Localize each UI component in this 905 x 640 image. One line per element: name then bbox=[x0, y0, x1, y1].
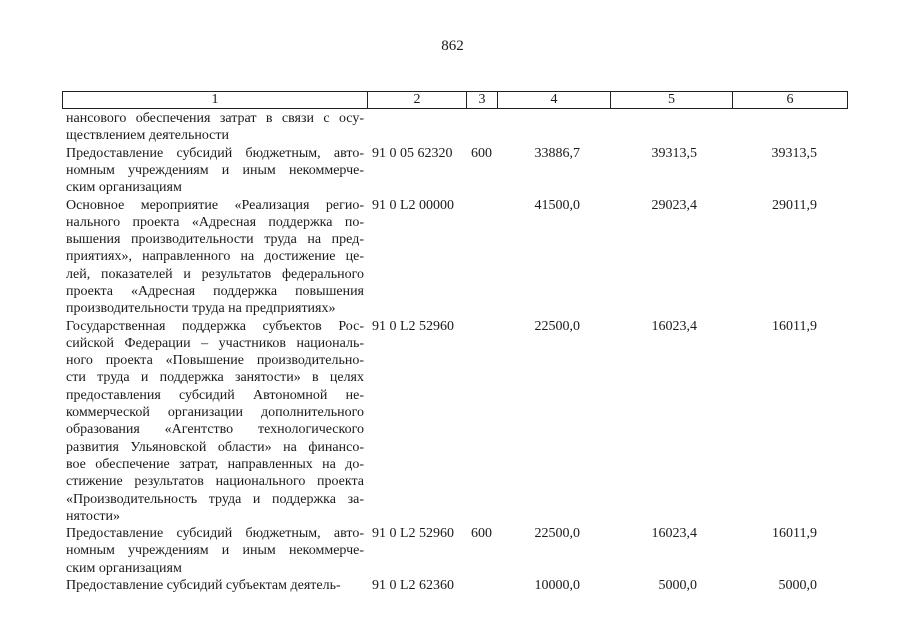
row-code: 91 0 05 62320 bbox=[372, 145, 453, 161]
row-description bbox=[66, 577, 364, 594]
row-value-col4: 10000,0 bbox=[534, 578, 580, 594]
row-code: 91 0 L2 52960 bbox=[372, 526, 455, 542]
row-value-col5: 5000,0 bbox=[658, 578, 697, 594]
column-header-6: 6 bbox=[786, 92, 794, 107]
description-line: приятиях», направленного на достижение це- bbox=[66, 249, 364, 265]
row-value-col4: 41500,0 bbox=[534, 197, 580, 213]
row-value-col6: 16011,9 bbox=[772, 318, 817, 334]
description-line: предоставления субсидий Автономной не- bbox=[66, 387, 364, 403]
description-line: Основное мероприятие «Реализация регио- bbox=[66, 197, 364, 213]
row-code: 91 0 L2 00000 bbox=[372, 197, 455, 213]
row-code: 91 0 L2 62360 bbox=[372, 578, 455, 594]
description-line: развития Ульяновской области» на финансо- bbox=[66, 439, 364, 455]
description-line: «Производительность труда и поддержка за- bbox=[66, 491, 364, 507]
column-header-2: 2 bbox=[368, 92, 467, 108]
description-line: номным учреждениям и иным некоммерче- bbox=[66, 543, 364, 559]
description-line: ским организациям bbox=[66, 180, 182, 196]
row-value-col5: 29023,4 bbox=[651, 197, 697, 213]
column-header-5: 5 bbox=[611, 92, 733, 108]
description-line: проекта «Адресная поддержка повышения bbox=[66, 283, 364, 299]
column-header-3: 3 bbox=[467, 92, 498, 108]
row-value-col5: 39313,5 bbox=[651, 145, 697, 161]
row-description bbox=[66, 318, 364, 526]
description-line: вышения производительности труда на пред- bbox=[66, 232, 364, 248]
row-value-col6: 29011,9 bbox=[772, 197, 817, 213]
description-line: коммерческой организации дополнительного bbox=[66, 405, 364, 421]
row-description bbox=[66, 110, 364, 145]
description-line: номным учреждениям и иным некоммерче- bbox=[66, 162, 364, 178]
description-line: лей, показателей и результатов федерального bbox=[66, 266, 364, 282]
row-value-col5: 16023,4 bbox=[651, 318, 697, 334]
description-line: Предоставление субсидий субъектам деятель- bbox=[66, 578, 341, 594]
description-line: ного проекта «Повышение производительно- bbox=[66, 353, 364, 369]
description-line: Предоставление субсидий бюджетным, авто- bbox=[66, 145, 364, 161]
page-number: 862 bbox=[441, 38, 464, 54]
table-header bbox=[62, 91, 848, 109]
row-description bbox=[66, 525, 364, 577]
column-header-1: 1 bbox=[63, 92, 368, 108]
row-value-col4: 22500,0 bbox=[534, 526, 580, 542]
description-line: нансового обеспечения затрат в связи с осу- bbox=[66, 111, 364, 126]
description-line: Предоставление субсидий бюджетным, авто- bbox=[66, 526, 364, 542]
description-line: ществлением деятельности bbox=[66, 128, 230, 144]
description-line: вое обеспечение затрат, направленных на до- bbox=[66, 456, 364, 472]
column-header-4: 4 bbox=[498, 92, 611, 108]
description-line: стижение результатов национального проекта bbox=[66, 474, 364, 490]
description-line: сти труда и поддержка занятости» в целях bbox=[66, 370, 364, 386]
description-line: сийской Федерации – участников националь- bbox=[66, 335, 364, 351]
row-description bbox=[66, 197, 364, 318]
row-value-col4: 33886,7 bbox=[534, 145, 580, 161]
row-expense-type: 600 bbox=[471, 145, 492, 161]
description-line: производительности труда на предприятиях» bbox=[66, 301, 336, 317]
description-line: нального проекта «Адресная поддержка по- bbox=[66, 214, 364, 230]
row-value-col6: 16011,9 bbox=[772, 526, 817, 542]
description-line: образования «Агентство технологического bbox=[66, 422, 364, 438]
description-line: Государственная поддержка субъектов Рос- bbox=[66, 318, 364, 334]
row-value-col6: 39313,5 bbox=[771, 145, 817, 161]
row-value-col4: 22500,0 bbox=[534, 318, 580, 334]
description-line: нятости» bbox=[66, 508, 121, 524]
description-line: ским организациям bbox=[66, 560, 182, 576]
row-expense-type: 600 bbox=[471, 526, 492, 542]
row-value-col6: 5000,0 bbox=[778, 578, 817, 594]
row-description bbox=[66, 145, 364, 197]
row-code: 91 0 L2 52960 bbox=[372, 318, 455, 334]
row-value-col5: 16023,4 bbox=[651, 526, 697, 542]
